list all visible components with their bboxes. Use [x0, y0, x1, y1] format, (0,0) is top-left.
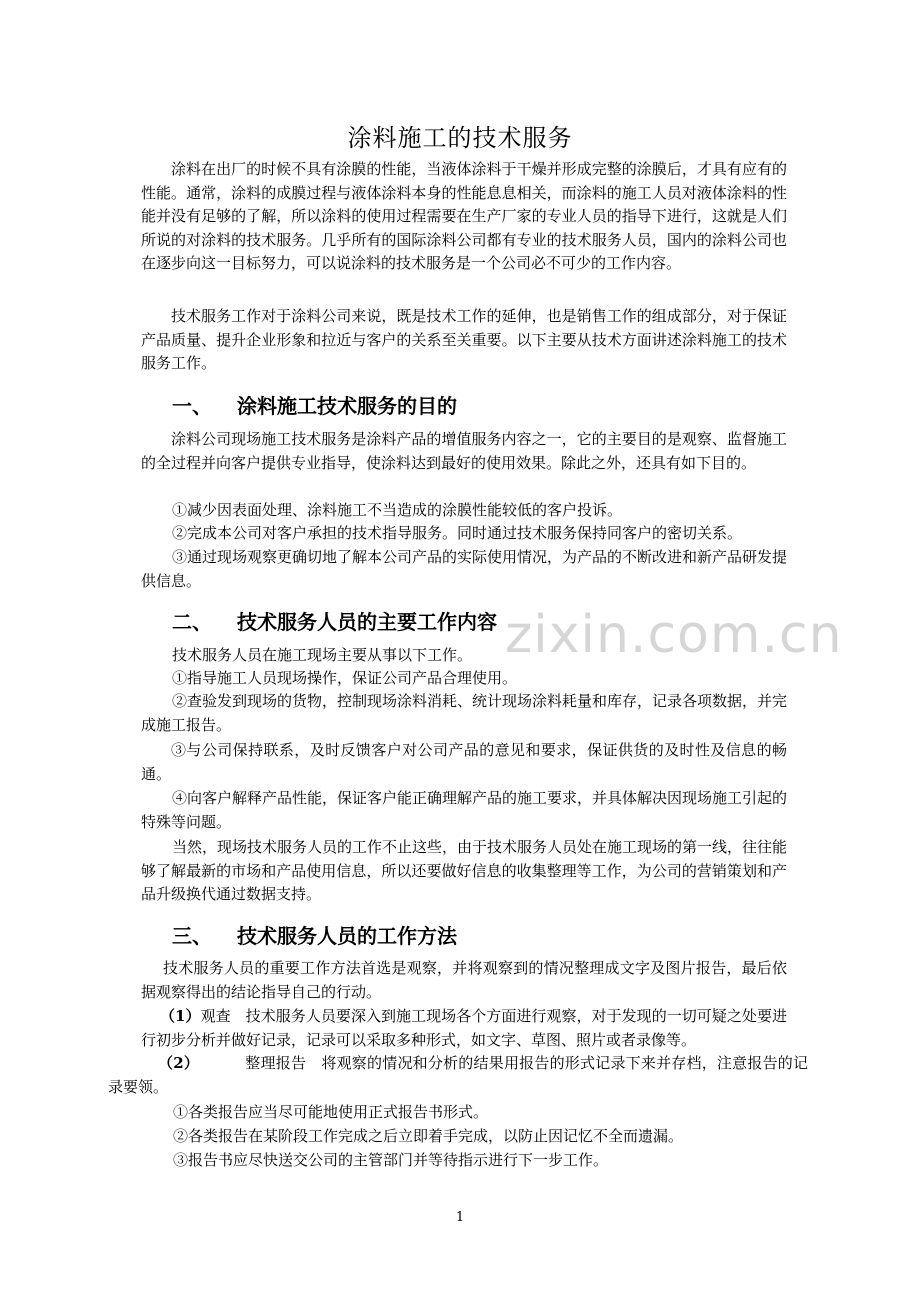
intro-paragraph-1: 涂料在出厂的时候不具有涂膜的性能，当液体涂料于干燥并形成完整的涂膜后，才具有应有的性能。通常，涂料的成膜过程与液体涂料本身的性能息息相关，而涂料的施工人员对液体涂料的性能并没有足够的了解，所以涂料的使用过程需要在生产厂家的专业人员的指导下进行，这就是人们所说的对涂料的技术服务。几乎所有的国际涂料公司都有专业的技术服务人员，国内的涂料公司也在逐步向这一目标努力，可以说涂料的技术服务是一个公司必不可少的工作内容。: [141, 160, 787, 272]
section-1-item-1: ①减少因表面处理、涂料施工不当造成的涂膜性能较低的客户投诉。: [172, 501, 623, 519]
section-2-item-4: ④向客户解释产品性能，保证客户能正确理解产品的施工要求，并具体解决因现场施工引起的特殊等问题。: [141, 789, 788, 831]
section-3-method-2: [108, 1052, 808, 1099]
section-3-heading: [172, 920, 457, 949]
section-2-title: 技术服务人员的主要工作内容: [237, 610, 497, 634]
watermark: zixin.com.cn: [505, 605, 843, 665]
section-3-number: 三、: [172, 924, 212, 948]
section-3-paragraph: 技术服务人员的重要工作方法首选是观察，并将观察到的情况整理成文字及图片报告，最后依据观察得出的结论指导自己的行动。: [141, 959, 787, 1001]
method-2-text: 整理报告 将观察的情况和分析的结果用报告的形式记录下来并存档，注意报告的记录要领。: [108, 1054, 809, 1096]
section-2-item-1: ①指导施工人员现场操作，保证公司产品合理使用。: [172, 669, 518, 687]
section-3-item-2: ②各类报告在某阶段工作完成之后立即着手完成，以防止因记忆不全而遗漏。: [173, 1127, 684, 1145]
section-1-heading: [172, 390, 457, 419]
section-2-item-2: ②查验发到现场的货物，控制现场涂料消耗、统计现场涂料耗量和库存，记录各项数据，并完成施工报告。: [141, 692, 788, 734]
section-1-paragraph: 涂料公司现场施工技术服务是涂料产品的增值服务内容之一，它的主要目的是观察、监督施工的全过程并向客户提供专业指导，使涂料达到最好的使用效果。除此之外，还具有如下目的。: [141, 430, 787, 472]
section-2-paragraph: 技术服务人员在施工现场主要从事以下工作。: [172, 646, 473, 664]
section-3-item-3: ③报告书应尽快送交公司的主管部门并等待指示进行下一步工作。: [173, 1151, 609, 1169]
method-1-label: （1）: [160, 1007, 201, 1025]
section-3-item-1: ①各类报告应当尽可能地使用正式报告书形式。: [173, 1103, 489, 1121]
section-2-number: 二、: [172, 610, 212, 634]
section-2-paragraph-2: 当然，现场技术服务人员的工作不止这些，由于技术服务人员处在施工现场的第一线，往往能够了解最新的市场和产品使用信息，所以还要做好信息的收集整理等工作，为公司的营销策划和产品升级换代通过数据支持。: [141, 838, 788, 903]
section-3-method-1: [141, 1005, 787, 1052]
section-1-item-3: ③通过现场观察更确切地了解本公司产品的实际使用情况，为产品的不断改进和新产品研发提供信息。: [141, 548, 788, 590]
method-1-text: 观查 技术服务人员要深入到施工现场各个方面进行观察，对于发现的一切可疑之处要进行初步分析并做好记录，记录可以采取多种形式，如文字、草图、照片或者录像等。: [141, 1007, 788, 1049]
section-2-item-3: ③与公司保持联系，及时反馈客户对公司产品的意见和要求，保证供货的及时性及信息的畅通。: [141, 741, 787, 783]
page-number: 1: [455, 1210, 465, 1225]
section-3-title: 技术服务人员的工作方法: [237, 924, 457, 948]
section-1-number: 一、: [172, 394, 212, 418]
intro-paragraph-2: 技术服务工作对于涂料公司来说，既是技术工作的延伸，也是销售工作的组成部分，对于保证产品质量、提升企业形象和拉近与客户的关系至关重要。以下主要从技术方面讲述涂料施工的技术服务工作。: [141, 307, 787, 372]
section-2-heading: [172, 606, 497, 635]
document-title: 涂料施工的技术服务: [347, 124, 573, 152]
method-2-label: （2）: [158, 1054, 200, 1072]
section-1-item-2: ②完成本公司对客户承担的技术指导服务。同时通过技术服务保持同客户的密切关系。: [172, 524, 743, 542]
section-1-title: 涂料施工技术服务的目的: [237, 394, 457, 418]
